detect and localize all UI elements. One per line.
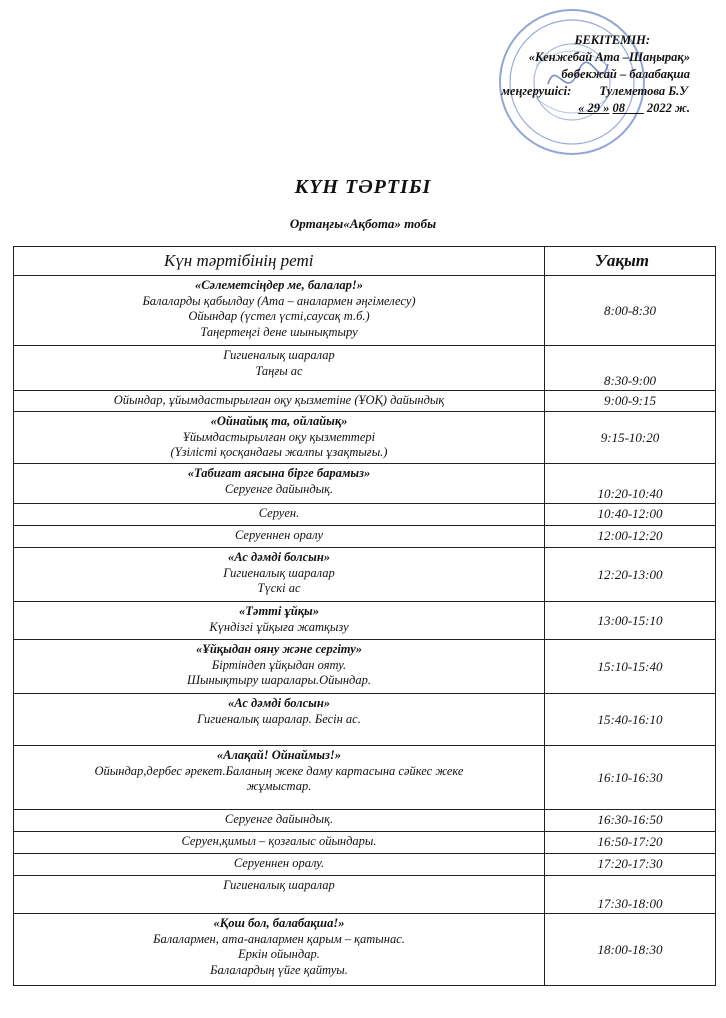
- approval-date: [450, 100, 690, 117]
- activity-line: Біртіндеп ұйқыдан ояту.: [211, 657, 347, 672]
- table-row: [14, 548, 716, 602]
- activity-cell: [14, 640, 545, 694]
- group-subtitle: Ортаңғы«Ақбота» тобы: [289, 216, 437, 231]
- activity-subtitle: «Ас дәмді болсын»: [227, 696, 331, 710]
- activity-cell: [14, 464, 545, 504]
- table-row: [14, 640, 716, 694]
- activity-line: Ойындар, ұйымдастырылған оқу қызметіне (ҰОҚ) дайындық: [113, 393, 445, 407]
- activity-cell: [14, 504, 545, 526]
- activity-cell: [14, 810, 545, 832]
- activity-line: Балалардың үйге қайтуы.: [210, 962, 348, 977]
- activity-subtitle: «Алақай! Ойнаймыз!»: [216, 748, 342, 762]
- time-cell: 10:40-12:00: [545, 504, 716, 526]
- activity-line: жұмыстар.: [246, 779, 312, 793]
- activity-cell: [14, 548, 545, 602]
- time-cell: 13:00-15:10: [545, 602, 716, 640]
- approval-manager-name: Тулеметова Б.У: [599, 84, 688, 98]
- activity-line: Гигиеналық шаралар. Бесін ас.: [197, 711, 361, 726]
- activity-line: Таңертеңгі дене шынықтыру: [200, 324, 358, 339]
- activity-line: Ұйымдастырылған оқу қызметтері: [182, 429, 376, 444]
- activity-line: Ойындар (үстел үсті,саусақ т.б.): [188, 309, 370, 323]
- table-row: [14, 694, 716, 746]
- activity-subtitle: «Табиғат аясына бірге барамыз»: [187, 466, 371, 480]
- activity-subtitle: «Қош бол, балабақша!»: [213, 916, 345, 930]
- activity-line: Ойындар,дербес әрекет.Баланың жеке даму картасына сәйкес жеке: [94, 763, 464, 778]
- page-title: КҮН ТӘРТІБІ: [294, 176, 432, 198]
- activity-line: Гигиеналық шаралар: [223, 878, 335, 892]
- activity-line: Еркін ойындар.: [238, 947, 320, 961]
- table-row: [14, 746, 716, 810]
- activity-subtitle: «Ойнайық та, ойлайық»: [210, 414, 348, 428]
- activity-line: Серуенге дайындық.: [224, 812, 334, 826]
- activity-line: Таңғы ас: [255, 363, 303, 378]
- activity-cell: [14, 391, 545, 412]
- table-row: [14, 346, 716, 391]
- activity-subtitle: «Ұйқыдан ояну және сергіту»: [195, 642, 363, 656]
- time-cell: 16:10-16:30: [545, 746, 716, 810]
- approval-date-day: « 29 »: [578, 101, 610, 115]
- table-row: [14, 504, 716, 526]
- time-cell: 15:40-16:10: [545, 694, 716, 746]
- activity-line: Балалармен, ата-аналармен қарым – қатынас.: [153, 931, 405, 946]
- table-row: [14, 602, 716, 640]
- activity-cell: [14, 876, 545, 914]
- table-row: [14, 276, 716, 346]
- activity-line: Серуеннен оралу: [234, 528, 323, 542]
- time-cell: 8:00-8:30: [545, 276, 716, 346]
- table-row: [14, 391, 716, 412]
- time-cell: 16:30-16:50: [545, 810, 716, 832]
- table-row: [14, 412, 716, 464]
- activity-cell: [14, 602, 545, 640]
- approval-block: [450, 32, 690, 117]
- table-row: [14, 810, 716, 832]
- header-time: Уақыт: [545, 247, 716, 276]
- table-row: [14, 464, 716, 504]
- activity-cell: [14, 854, 545, 876]
- header-activity: Күн тәртібінің реті: [14, 247, 545, 276]
- time-cell: 18:00-18:30: [545, 914, 716, 986]
- table-row: [14, 914, 716, 986]
- time-cell: 16:50-17:20: [545, 832, 716, 854]
- approval-manager-label: меңгерушісі:: [501, 84, 572, 98]
- time-cell: 10:20-10:40: [545, 464, 716, 504]
- activity-cell: [14, 694, 545, 746]
- time-cell: 12:20-13:00: [545, 548, 716, 602]
- approval-date-year: 2022 ж.: [643, 101, 690, 115]
- activity-line: Серуенге дайындық.: [224, 481, 334, 496]
- activity-subtitle: «Ас дәмді болсын»: [227, 550, 331, 564]
- time-cell: 8:30-9:00: [545, 346, 716, 391]
- table-header-row: [14, 247, 716, 276]
- activity-line: Түскі ас: [257, 581, 301, 595]
- activity-cell: [14, 346, 545, 391]
- time-cell: 9:00-9:15: [545, 391, 716, 412]
- time-cell: 9:15-10:20: [545, 412, 716, 464]
- activity-line: Шынықтыру шаралары.Ойындар.: [186, 673, 372, 687]
- approval-date-month: 08: [612, 101, 629, 115]
- approval-org-line2: бөбекжай – балабақша: [561, 67, 690, 81]
- activity-line: Гигиеналық шаралар: [223, 565, 335, 580]
- activity-line: Серуен.: [258, 506, 300, 520]
- activity-line: Серуен,қимыл – қозғалыс ойындары.: [181, 834, 377, 848]
- approval-heading: БЕКІТЕМІН:: [574, 33, 650, 47]
- activity-line: (Үзілісті қосқандағы жалпы ұзақтығы.): [170, 445, 388, 459]
- activity-line: Күндізгі ұйқыға жатқызу: [209, 619, 349, 634]
- schedule-table: [13, 246, 716, 986]
- activity-cell: [14, 832, 545, 854]
- activity-cell: [14, 412, 545, 464]
- table-row: [14, 526, 716, 548]
- table-row: [14, 876, 716, 914]
- time-cell: 15:10-15:40: [545, 640, 716, 694]
- activity-subtitle: «Тәтті ұйқы»: [239, 604, 319, 618]
- activity-cell: [14, 746, 545, 810]
- activity-cell: [14, 526, 545, 548]
- table-row: [14, 854, 716, 876]
- activity-line: Гигиеналық шаралар: [223, 348, 335, 362]
- activity-cell: [14, 914, 545, 986]
- time-cell: 17:30-18:00: [545, 876, 716, 914]
- activity-subtitle: «Сәлеметсіңдер ме, балалар!»: [194, 278, 364, 292]
- time-cell: 12:00-12:20: [545, 526, 716, 548]
- approval-org-line1: «Кенжебай Ата –Шаңырақ»: [528, 50, 690, 64]
- activity-line: Серуеннен оралу.: [233, 856, 325, 870]
- activity-cell: [14, 276, 545, 346]
- activity-line: Балаларды қабылдау (Ата – аналармен әңгімелесу): [142, 293, 416, 308]
- table-row: [14, 832, 716, 854]
- time-cell: 17:20-17:30: [545, 854, 716, 876]
